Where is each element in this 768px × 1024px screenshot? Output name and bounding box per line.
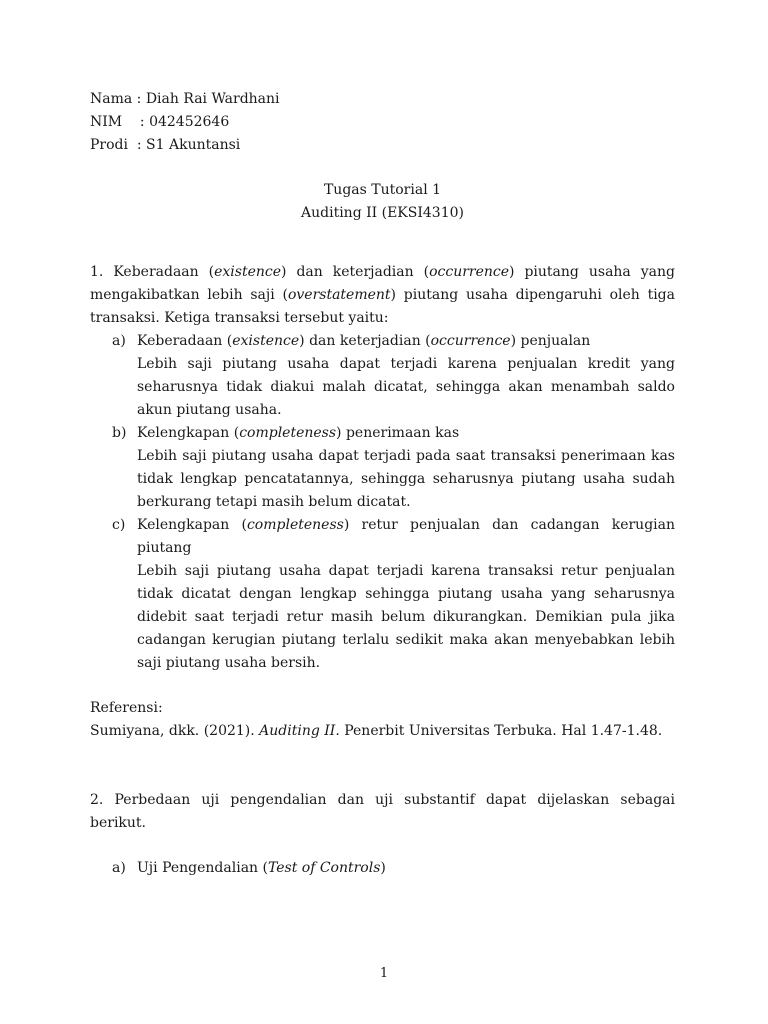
name-line: Nama : Diah Rai Wardhani — [90, 91, 280, 107]
question-1-intro: 1. Keberadaan (existence) dan keterjadian (occurrence) piutang usaha yang mengakibatkan lebih saji (overstatement) piutang usaha dipengaruhi oleh tiga transaksi. Ketiga transaksi tersebut yaitu: — [90, 264, 675, 326]
question-1-list — [90, 330, 675, 675]
prodi-line: Prodi : S1 Akuntansi — [90, 137, 241, 153]
question-2 — [90, 789, 675, 880]
title-line-2: Auditing II (EKSI4310) — [301, 205, 464, 221]
list-item-heading: Kelengkapan (completeness) retur penjualan dan cadangan kerugian piutang — [137, 517, 675, 556]
list-item-heading: Kelengkapan (completeness) penerimaan kas — [137, 425, 460, 441]
list-item-body: Lebih saji piutang usaha dapat terjadi karena transaksi retur penjualan tidak dicatat dengan lengkap sehingga piutang usaha yang seharusnya didebit saat terjadi retur masih belum dikurangkan. Demikian pula jika cadangan kerugian piutang terlalu sedikit maka akan menyebabkan lebih saji piutang usaha bersih. — [137, 563, 675, 671]
list-marker: a) — [112, 333, 126, 349]
document-title — [90, 179, 675, 225]
student-info — [90, 88, 675, 157]
list-item-body: Lebih saji piutang usaha dapat terjadi pada saat transaksi penerimaan kas tidak lengkap pencatatannya, sehingga seharusnya piutang usaha sudah berkurang tetapi masih belum dicatat. — [137, 448, 675, 510]
list-item — [90, 514, 675, 675]
list-item-body: Lebih saji piutang usaha dapat terjadi karena penjualan kredit yang seharusnya tidak diakui malah dicatat, sehingga akan menambah saldo akun piutang usaha. — [137, 356, 675, 418]
list-marker: a) — [112, 860, 126, 876]
references — [90, 697, 675, 743]
list-item — [90, 422, 675, 514]
list-item — [90, 330, 675, 422]
list-item — [90, 857, 675, 880]
nim-line: NIM : 042452646 — [90, 114, 230, 130]
list-item-heading: Uji Pengendalian (Test of Controls) — [137, 860, 386, 876]
list-marker: c) — [112, 517, 126, 533]
references-label: Referensi: — [90, 700, 163, 716]
question-1 — [90, 261, 675, 675]
reference-citation: Sumiyana, dkk. (2021). Auditing II. Penerbit Universitas Terbuka. Hal 1.47-1.48. — [90, 723, 663, 739]
list-marker: b) — [112, 425, 127, 441]
title-line-1: Tugas Tutorial 1 — [323, 182, 442, 198]
list-item-heading: Keberadaan (existence) dan keterjadian (occurrence) penjualan — [137, 333, 591, 349]
page-number: 1 — [379, 966, 389, 981]
document-page — [90, 88, 675, 880]
question-2-intro: 2. Perbedaan uji pengendalian dan uji substantif dapat dijelaskan sebagai berikut. — [90, 792, 675, 831]
